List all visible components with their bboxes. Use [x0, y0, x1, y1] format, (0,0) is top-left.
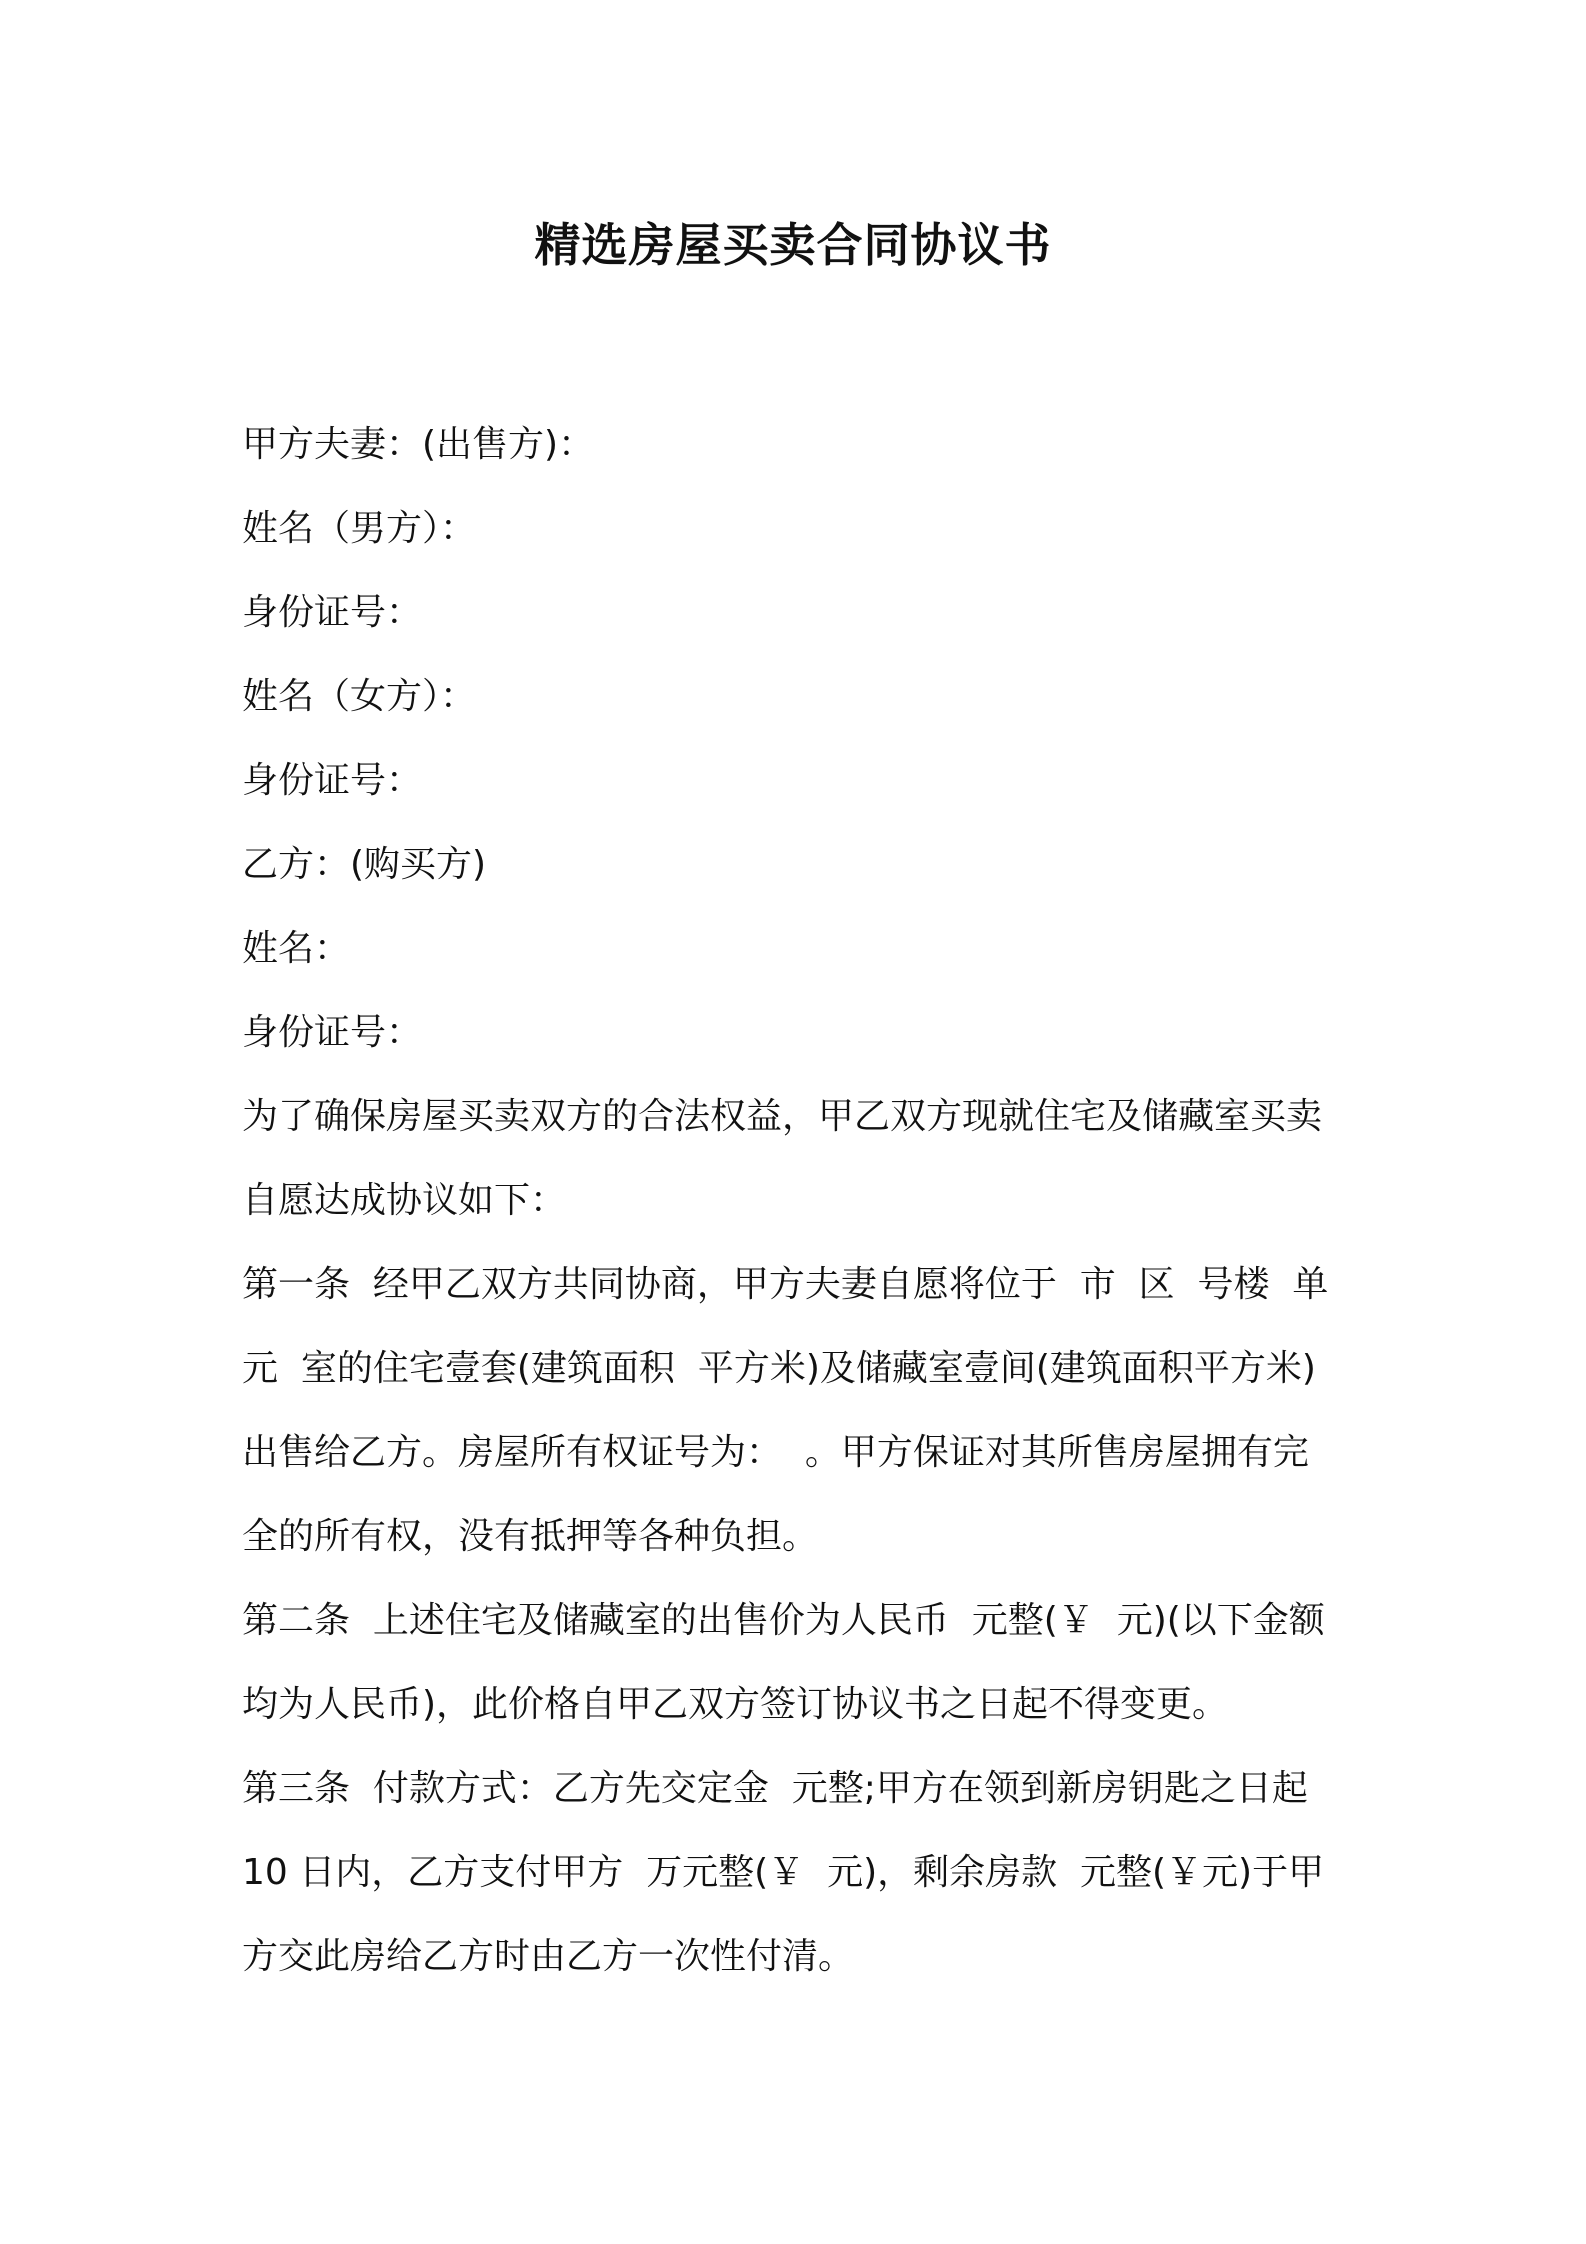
article-1-line-1: 第一条 经甲乙双方共同协商，甲方夫妻自愿将位于 市 区 号楼 单 [242, 1264, 1329, 1305]
party-a-wife-id: 身份证号： [242, 760, 423, 801]
document-title: 精选房屋买卖合同协议书 [534, 218, 1052, 272]
article-3-line-3: 方交此房给乙方时由乙方一次性付清。 [242, 1936, 855, 1977]
document-body [242, 403, 1362, 1999]
article-1-line-3: 出售给乙方。房屋所有权证号为： 。甲方保证对其所售房屋拥有完 [242, 1432, 1309, 1473]
article-2-line-2: 均为人民币)，此价格自甲乙双方签订协议书之日起不得变更。 [242, 1684, 1229, 1725]
article-3-line-2: 10 日内，乙方支付甲方 万元整(￥ 元)，剩余房款 元整(￥元)于甲 [242, 1852, 1325, 1893]
article-1-line-4: 全的所有权，没有抵押等各种负担。 [242, 1516, 819, 1557]
party-a-heading: 甲方夫妻：(出售方)： [242, 424, 595, 465]
article-2-line-1: 第二条 上述住宅及储藏室的出售价为人民币 元整(￥ 元)(以下金额 [242, 1600, 1325, 1641]
article-1-line-2: 元 室的住宅壹套(建筑面积 平方米)及储藏室壹间(建筑面积平方米) [242, 1348, 1316, 1389]
party-b-heading: 乙方：(购买方) [242, 844, 487, 885]
article-3-line-1: 第三条 付款方式：乙方先交定金 元整;甲方在领到新房钥匙之日起 [242, 1768, 1308, 1809]
party-a-husband-name: 姓名（男方）： [242, 508, 477, 549]
intro-line-2: 自愿达成协议如下： [242, 1180, 567, 1221]
party-b-name: 姓名： [242, 928, 351, 969]
party-a-wife-name: 姓名（女方）： [242, 676, 477, 717]
intro-line-1: 为了确保房屋买卖双方的合法权益，甲乙双方现就住宅及储藏室买卖 [242, 1096, 1323, 1137]
party-b-id: 身份证号： [242, 1012, 423, 1053]
party-a-husband-id: 身份证号： [242, 592, 423, 633]
